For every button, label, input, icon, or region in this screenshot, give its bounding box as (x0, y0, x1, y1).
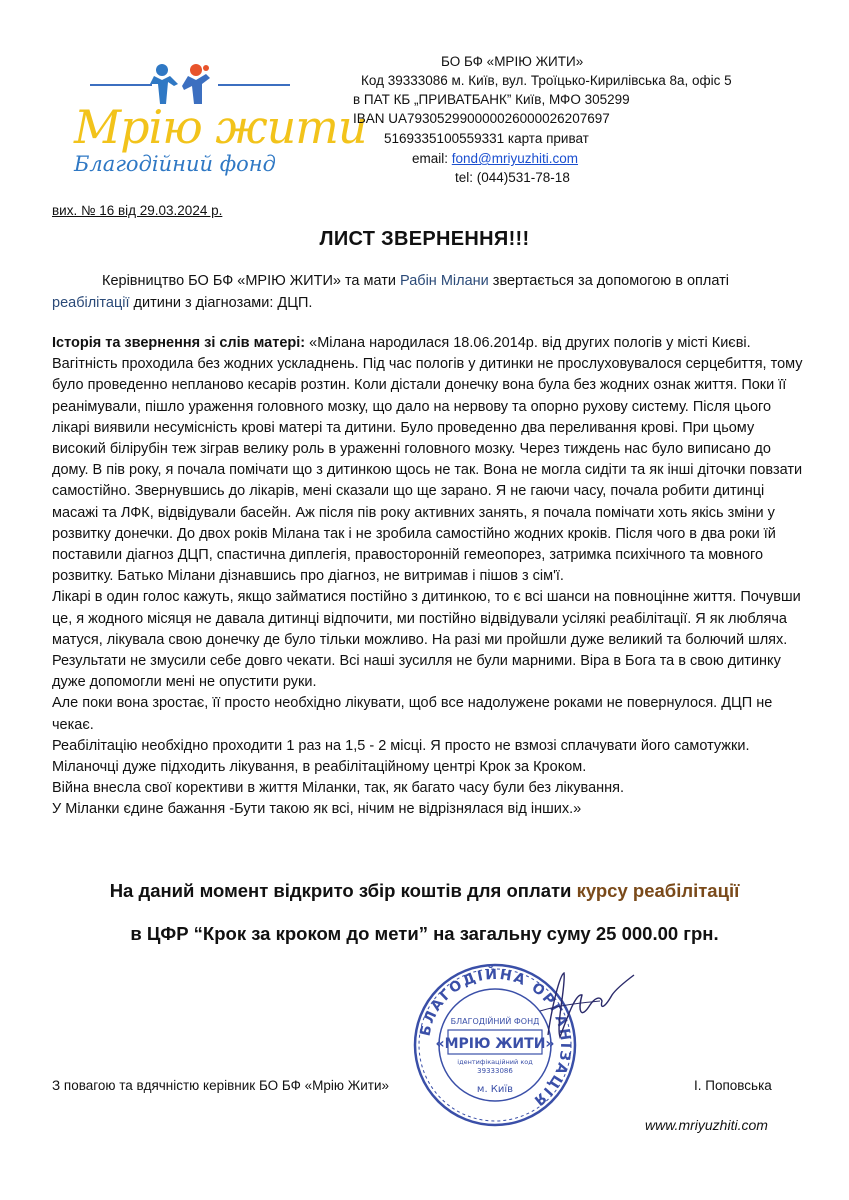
story-paragraph-3: Але поки вона зростає, її просто необхідно лікувати, щоб все надолужене роками не повернулося. ДЦП не чекає. (52, 695, 773, 733)
story-paragraph-5: Війна внесла свої корективи в життя Міланки, так, як багато часу були без лікування. (52, 780, 625, 797)
appeal-line-1b: курсу реабілітації (576, 880, 740, 901)
story-label: Історія та звернення зі слів матері: (52, 335, 306, 351)
org-tel: tel: (044)531-78-18 (455, 170, 570, 185)
logo-subtitle: Благодійний фонд (74, 152, 276, 176)
story-paragraph-1 (52, 333, 804, 587)
stamp-center: «МРІЮ ЖИТИ» (435, 1036, 555, 1052)
org-card: 5169335100559331 карта приват (384, 131, 589, 146)
appeal-line-1 (0, 880, 849, 902)
story-paragraph-6: У Міланки єдине бажання -Бути такою як всі, нічим не відрізнялася від інших.» (52, 801, 582, 818)
appeal-line-2: в ЦФР “Крок за кроком до мети” на загальну суму 25 000.00 грн. (130, 923, 719, 944)
org-bank: в ПАТ КБ „ПРИВАТБАНК” Київ, МФО 305299 (353, 92, 630, 107)
stamp-inner-top: БЛАГОДІЙНИЙ ФОНД (450, 1017, 540, 1026)
page-title: ЛИСТ ЗВЕРНЕННЯ!!! (319, 228, 530, 250)
website-link[interactable]: www.mriyuzhiti.com (645, 1117, 768, 1133)
stamp-id-label: ідентифікаційний код (457, 1058, 533, 1066)
story-paragraph-4: Реабілітацію необхідно проходити 1 раз на 1,5 - 2 місці. Я просто не взмозі сплачувати його самотужки. Міланочці дуже підходить лікування, в реабілітаційному центрі Крок за Кроком. (52, 737, 750, 776)
outgoing-number: вих. № 16 від 29.03.2024 р. (52, 203, 223, 218)
stamp-ring-text: БЛАГОДІЙНА ОРГАНІЗАЦІЯ (417, 966, 574, 1110)
email-label: email: (412, 151, 449, 166)
email-link[interactable]: fond@mriyuzhiti.com (451, 151, 579, 166)
signature (530, 965, 640, 1045)
org-email-row (412, 149, 578, 168)
intro-part2: звертається за допомогою в оплаті (488, 273, 729, 289)
story-text: «Мілана народилася 18.06.2014р. від других пологів у місті Києві. Вагітність проходила без жодних ускладнень. Під час пологів у дитинки не прослуховувалося серцебиття, тому було проведенно непланово кесарів розтин. Коли дістали донечку вона була без жодних ознак життя. Поки її реанімували, пішло ураження головного мозку, що дало на нервову та опорно рухову систему. Після цього лікарі виявили несумісність крові матері та дитини. Було проведенно два переливання крові. При цьому високий білірубін теж зіграв велику роль в ураженні головного мозку. Через тиждень нас було виписано до дому. В пів року, я почала помічати що з дитинкою щось не так. Вона не могла сидіти та як інші діточки повзати самостійно. Звернувшись до лікарів, мені сказали що ще зарано. Я не гаючи часу, почала робити дитинці масажі та ЛФК, відвідували басейн. Аж після пів року активних занять, я почала помічати хоть якісь зміни у розвитку донечки. До двох років Мілана так і не зробила самостійно жодних кроків. Після чого в два роки їй поставили діагноз ДЦП, спастична диплегія, правосторонній гемеопорез, затримка психічного та мовного розвитку. Батько Мілани дізнавшись про діагноз, не витримав і пішов з сім'ї. (52, 335, 803, 585)
sign-off-line: З повагою та вдячністю керівник БО БФ «Мрію Жити» (52, 1078, 390, 1093)
logo-line-right (218, 84, 290, 86)
org-address: Код 39333086 м. Київ, вул. Троїцько-Кирилівська 8а, офіс 5 (361, 73, 732, 88)
intro-part3: дитини з діагнозами: ДЦП. (129, 295, 313, 311)
intro-word: реабілітації (52, 295, 130, 311)
intro-paragraph (52, 270, 802, 314)
logo-line-left (90, 84, 152, 86)
stamp-id: 39333086 (477, 1067, 513, 1075)
story-paragraph-2: Лікарі в один голос кажуть, якщо займатися постійно з дитинкою, то є всі шанси на повноцінне життя. Почувши це, я жодного місяця не давала дитинці відпочити, ми постійно відвідували усілякі реабілітації. Я як любляча матуся, лікувала свою донечку де було тільки можливо. На разі ми пройшли дуже великий та болючий шлях. Результати не змусили себе довго чекати. Всі наші зусилля не були марними. Віра в Бога та в свою дитинку дуже допомогли мені не опустити руки. (52, 589, 801, 691)
org-iban: IBAN UA793052990000026000026207697 (353, 111, 610, 126)
logo (72, 58, 367, 188)
intro-part1: Керівництво БО БФ «МРІЮ ЖИТИ» та мати (102, 273, 401, 289)
stamp-city: м. Київ (476, 1084, 514, 1095)
org-name: БО БФ «МРІЮ ЖИТИ» (441, 54, 584, 69)
appeal-line-1a: На даний момент відкрито збір коштів для оплати (109, 880, 577, 901)
intro-name: Рабін Мілани (400, 273, 489, 289)
logo-title: Мрію жити (74, 100, 367, 154)
signatory-name: І. Поповська (694, 1078, 772, 1093)
story-body (52, 333, 804, 821)
